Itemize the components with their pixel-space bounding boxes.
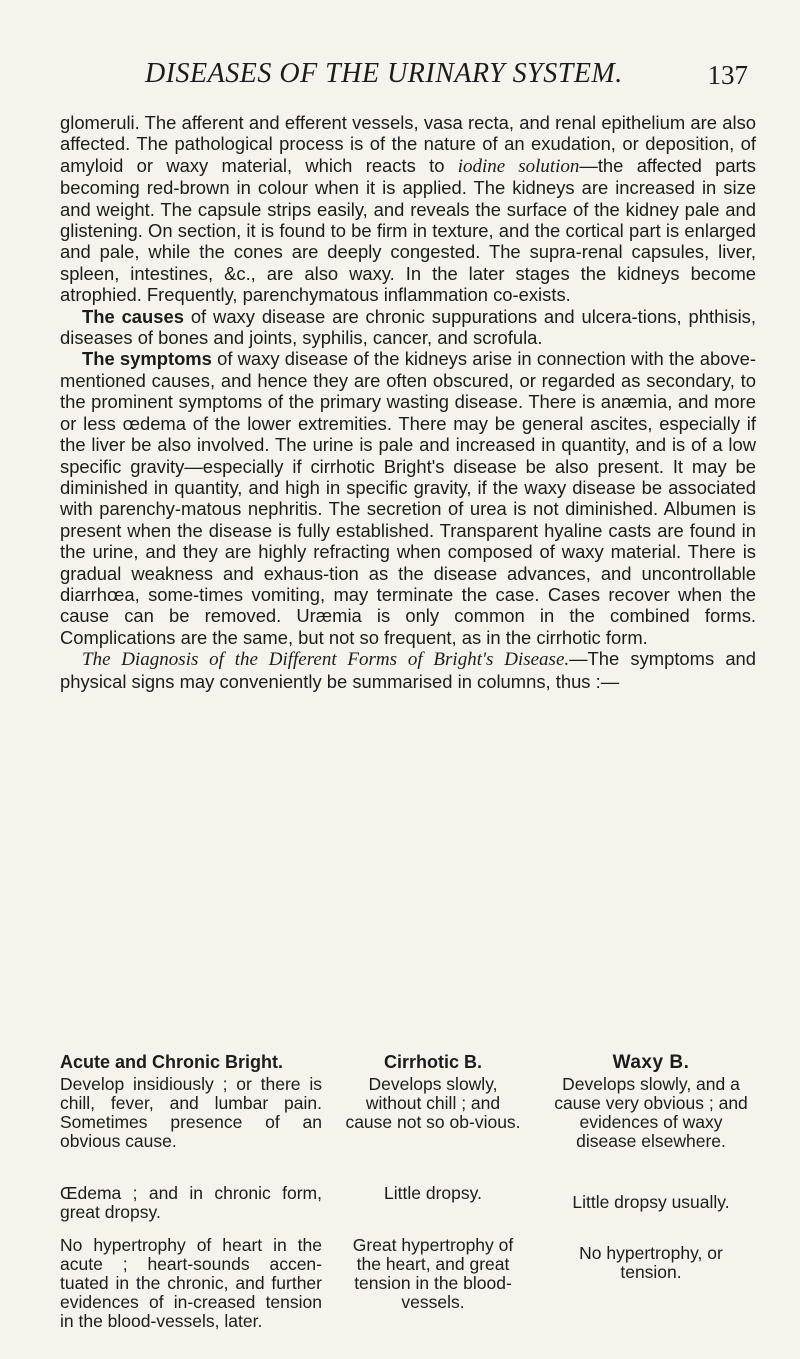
column-cirrhotic xyxy=(343,1052,523,1312)
paragraph-text: of waxy disease of the kidneys arise in connection with the above-mentioned causes, and hence they are often obscured, or regarded as secondary, to the prominent symptoms of the primary wasting disease. There is anæmia, and more or less œdema of the lower extremities. There may be general ascites, especially if the liver be also involved. The urine is pale and increased in quantity, and is of a low specific gravity—especially if cirrhotic Bright's disease be also present. It may be diminished in quantity, and high in specific gravity, if the waxy disease be associated with parenchy-matous nephritis. The secretion of urea is not diminished. Albumen is present when the disease is fully established. Transparent hyaline casts are found in the urine, and they are highly refracting when composed of waxy material. There is gradual weakness and exhaus-tion as the disease advances, and uncontrollable diarrhœa, some-times vomiting, may terminate the case. Cases recover when the cause can be removed. Uræmia is only common in the combined forms. Complications are the same, but not so frequent, as in the cirrhotic form. xyxy=(60,348,756,648)
column-acute-chronic xyxy=(60,1052,322,1331)
paragraph-text: glomeruli. The afferent and efferent vessels, vasa recta, and renal epithelium are also affected. The pathological process is of the nature of an exudation, or deposition, of amyloid or waxy material, which reacts to xyxy=(60,112,756,176)
paragraph-text: —the affected parts becoming red-brown in colour when it is applied. The kidneys are increased in size and weight. The capsule strips easily, and reveals the surface of the kidney pale and glistening. On section, it is found to be firm in texture, and the cortical part is enlarged and pale, while the cones are deeply congested. The supra-renal capsules, liver, spleen, intestines, &c., are also waxy. In the later stages the kidneys become atrophied. Frequently, parenchymatous inflammation co-exists. xyxy=(60,154,756,306)
paragraph-causes xyxy=(60,306,756,349)
italic-heading: The Diagnosis of the Different Forms of Bright's Disease. xyxy=(82,649,570,671)
table-cell: No hypertrophy, or tension. xyxy=(579,1243,723,1282)
table-cell: Develop insidiously ; or there is chill, fever, and lumbar pain. Sometimes presence of an obvious cause. xyxy=(60,1074,322,1151)
column-header: Cirrhotic B. xyxy=(383,1052,482,1072)
page-number: 137 xyxy=(707,60,748,90)
body-text xyxy=(60,112,756,692)
running-head xyxy=(50,58,750,98)
column-waxy xyxy=(547,1052,755,1282)
diagnosis-columns xyxy=(60,1053,760,1353)
column-header: Acute and Chronic Bright. xyxy=(60,1052,284,1072)
paragraph-lead: The causes xyxy=(82,305,184,327)
paragraph-diagnosis xyxy=(60,648,756,692)
italic-term: iodine solution xyxy=(457,155,580,177)
table-cell: Œdema ; and in chronic form, great dropsy. xyxy=(60,1183,322,1222)
table-cell: No hypertrophy of heart in the acute ; heart-sounds accen-tuated in the chronic, and further evidences of in-creased tension in the blood-vessels, later. xyxy=(60,1235,322,1331)
table-cell: Little dropsy usually. xyxy=(572,1192,730,1212)
paragraph-glomeruli xyxy=(60,112,756,306)
paragraph-text: of waxy disease are chronic suppurations and ulcera-tions, phthisis, diseases of bones and joints, syphilis, cancer, and scrofula. xyxy=(60,305,756,349)
column-header: Waxy B. xyxy=(612,1052,690,1073)
paragraph-lead: The symptoms xyxy=(82,348,212,370)
paragraph-symptoms xyxy=(60,348,756,648)
table-cell: Little dropsy. xyxy=(384,1183,482,1203)
running-title: DISEASES OF THE URINARY SYSTEM. xyxy=(145,58,623,89)
paragraph-text: —The symptoms and physical signs may conveniently be summarised in columns, thus :— xyxy=(60,648,757,692)
table-cell: Develops slowly, and a cause very obvious ; and evidences of waxy disease elsewhere. xyxy=(554,1074,748,1151)
table-cell: Great hypertrophy of the heart, and great tension in the blood-vessels. xyxy=(352,1235,514,1312)
table-cell: Develops slowly, without chill ; and cause not so ob-vious. xyxy=(345,1074,521,1132)
